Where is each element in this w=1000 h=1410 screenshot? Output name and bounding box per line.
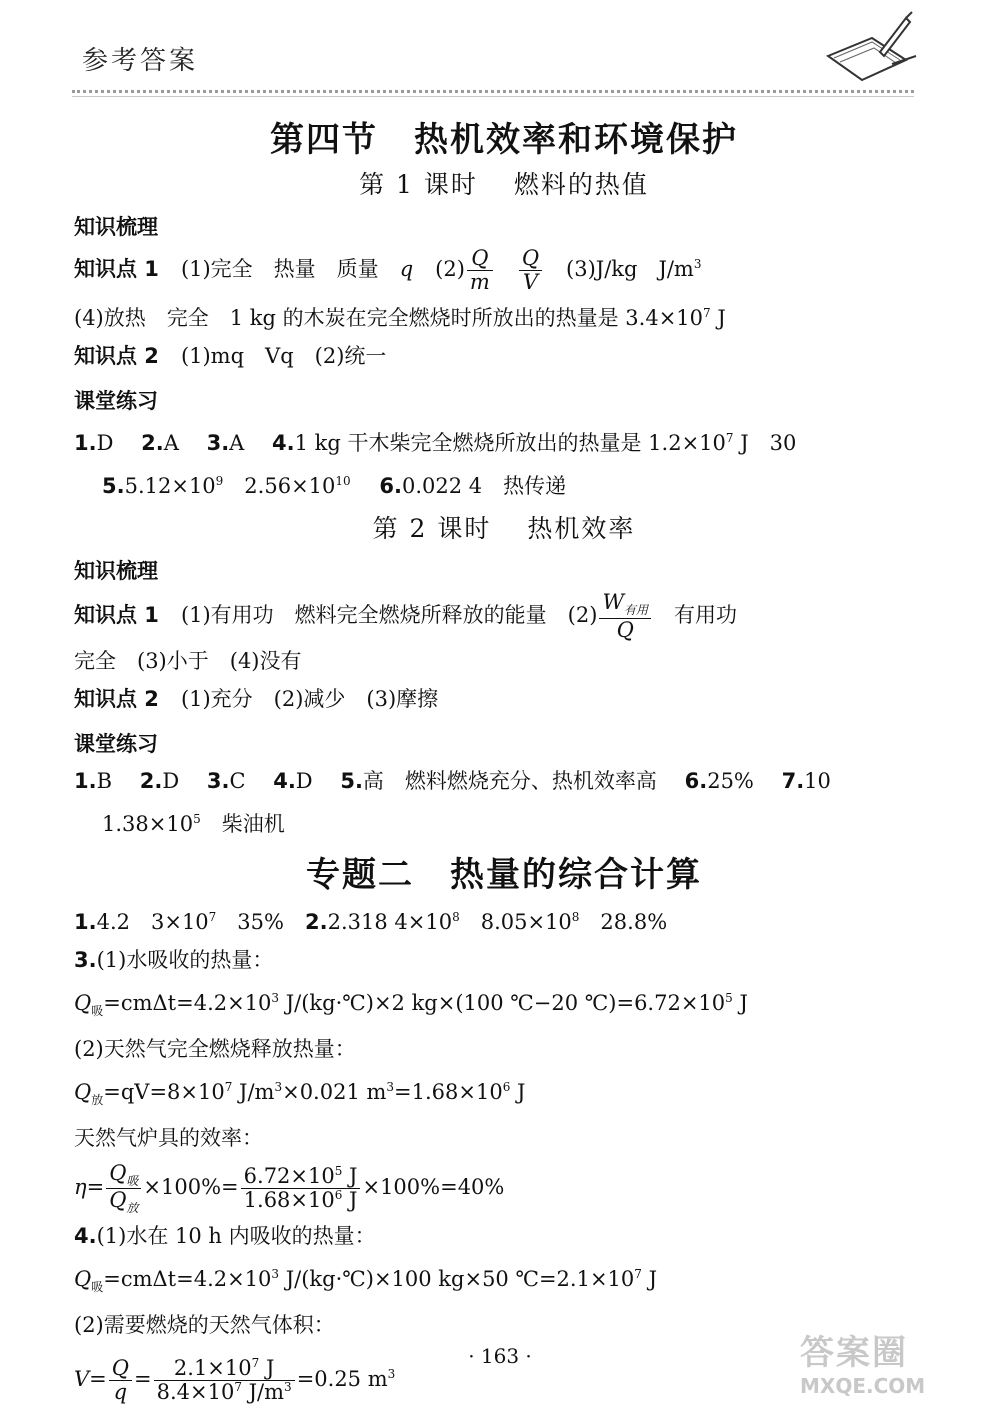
- lesson-title-1: [74, 165, 934, 201]
- knowledge-point-label: 知识点 2: [74, 686, 159, 711]
- answer-line: 天然气炉具的效率：: [74, 1126, 263, 1151]
- heading-knowledge-review: 知识梳理: [74, 215, 158, 239]
- knowledge-point-label: 知识点 1: [74, 603, 159, 628]
- answer-line: 1.4.2 $3\times 10^7$ 35% 2.2.318 $4\times 10^8$ $8.05\times 10^8$ 28.8%: [74, 909, 668, 934]
- section-name: 热机效率和环境保护: [414, 120, 738, 160]
- answer-line: (4)放热 完全 1 kg 的木炭在完全燃烧时所放出的热量是 $3.4\times 10^7$ J: [74, 306, 726, 331]
- section-number: 第四节: [270, 120, 378, 160]
- fraction: $\frac{6.72\times 10^5 J}{1.68\times 10^6 J}$: [241, 1165, 361, 1212]
- answer-line: 知识点 1 (1)完全 热量 质量 q (2) $\frac{Q}{m}$ $\frac{Q}{V}$ (3)J/kg $J/m^3$: [74, 245, 702, 294]
- topic-title-2: [74, 847, 934, 896]
- lesson-number: 第 2 课时: [372, 514, 492, 544]
- equation-line: $Q_放=qV=8\times 10^7$ $J/m^3\times 0.021$ $m^3=1.68\times 10^6$ J: [74, 1080, 526, 1108]
- page-content: [74, 108, 934, 1409]
- fraction: $\frac{Q_吸}{Q_放}$: [106, 1162, 141, 1216]
- fraction: $\frac{Q}{q}$: [109, 1357, 132, 1404]
- lesson-number: 第 1 课时: [359, 170, 478, 199]
- watermark-logo-text: 答案圈: [800, 1333, 908, 1373]
- page-number: · 163 ·: [468, 1344, 532, 1368]
- answer-line: 1.D 2.A 3.A 4.1 kg 干木柴完全燃烧所放出的热量是 $1.2\times 10^7$ J 30: [74, 431, 797, 456]
- answer-line: (2)天然气完全燃烧释放热量：: [74, 1037, 356, 1062]
- answer-line: 1.B 2.D 3.C 4.D 5.高 燃料燃烧充分、热机效率高 6.25% 7.10: [74, 768, 831, 793]
- lesson-name: 燃料的热值: [513, 170, 649, 199]
- equation-line: $Q_吸=cm\Delta t=4.2\times 10^3$ J/(kg·℃)×2 kg×(100 ℃−20 $℃)=6.72\times 10^5$ J: [74, 990, 748, 1019]
- equation-line: $Q_吸=cm\Delta t=4.2\times 10^3$ J/(kg·℃)×100 kg×50 $℃=2.1\times 10^7$ J: [74, 1267, 658, 1295]
- section-title-4: [74, 112, 934, 161]
- volume-equation: V= $\frac{Q}{q}$ = $\frac{2.1\times 10^7 J}{8.4\times 10^7 J/m^3}$ =0.25 $m^3$: [74, 1356, 396, 1405]
- header-title: 参考答案: [82, 46, 199, 76]
- knowledge-point-label: 知识点 2: [74, 344, 159, 369]
- answer-line: 完全 (3)小于 (4)没有: [74, 648, 302, 673]
- topic-number: 专题二: [306, 854, 414, 895]
- header-dotted-rule: [72, 90, 914, 93]
- fraction: $\frac{W_{有用}}{Q}$: [599, 591, 651, 641]
- fraction: $\frac{Q}{V}$: [519, 247, 542, 294]
- answer-line: 3.(1)水吸收的热量：: [74, 947, 274, 972]
- fraction: $\frac{2.1\times 10^7 J}{8.4\times 10^7 J/m^3}$: [154, 1357, 295, 1404]
- heading-knowledge-review: 知识梳理: [74, 559, 158, 584]
- answer-line: (2)需要燃烧的天然气体积：: [74, 1313, 335, 1338]
- topic-name: 热量的综合计算: [450, 854, 702, 895]
- knowledge-point-label: 知识点 1: [74, 257, 159, 281]
- answer-line: 4.(1)水在 10 h 内吸收的热量：: [74, 1224, 376, 1249]
- page-header: [0, 0, 1000, 100]
- watermark: [800, 1325, 990, 1405]
- efficiency-equation: η= $\frac{Q_吸}{Q_放}$ ×100%= $\frac{6.72\times 10^5 J}{1.68\times 10^6 J}$ ×100%=40%: [74, 1160, 505, 1216]
- lesson-name: 热机效率: [527, 514, 636, 544]
- fraction: $\frac{Q}{m}$: [467, 247, 493, 294]
- answer-line: $1.38\times 10^5$ 柴油机: [102, 811, 285, 836]
- watermark-url: MXQE.COM: [800, 1374, 926, 1398]
- answer-line: 知识点 1 (1)有用功 燃料完全燃烧所释放的能量 (2) $\frac{W_{有用}}{Q}$ 有用功: [74, 590, 738, 642]
- heading-class-practice: 课堂练习: [74, 389, 158, 414]
- answer-line: $5.5.12\times 10^9$ $2.56\times 10^{10}$ 6.0.022 4 热传递: [102, 474, 567, 499]
- notebook-pen-icon: [820, 8, 920, 88]
- heading-class-practice: 课堂练习: [74, 731, 158, 756]
- answer-line: 知识点 2 (1)mq Vq (2)统一: [74, 344, 387, 369]
- lesson-title-2: [74, 509, 934, 545]
- answer-line: 知识点 2 (1)充分 (2)减少 (3)摩擦: [74, 686, 439, 711]
- header-rule: [72, 96, 914, 97]
